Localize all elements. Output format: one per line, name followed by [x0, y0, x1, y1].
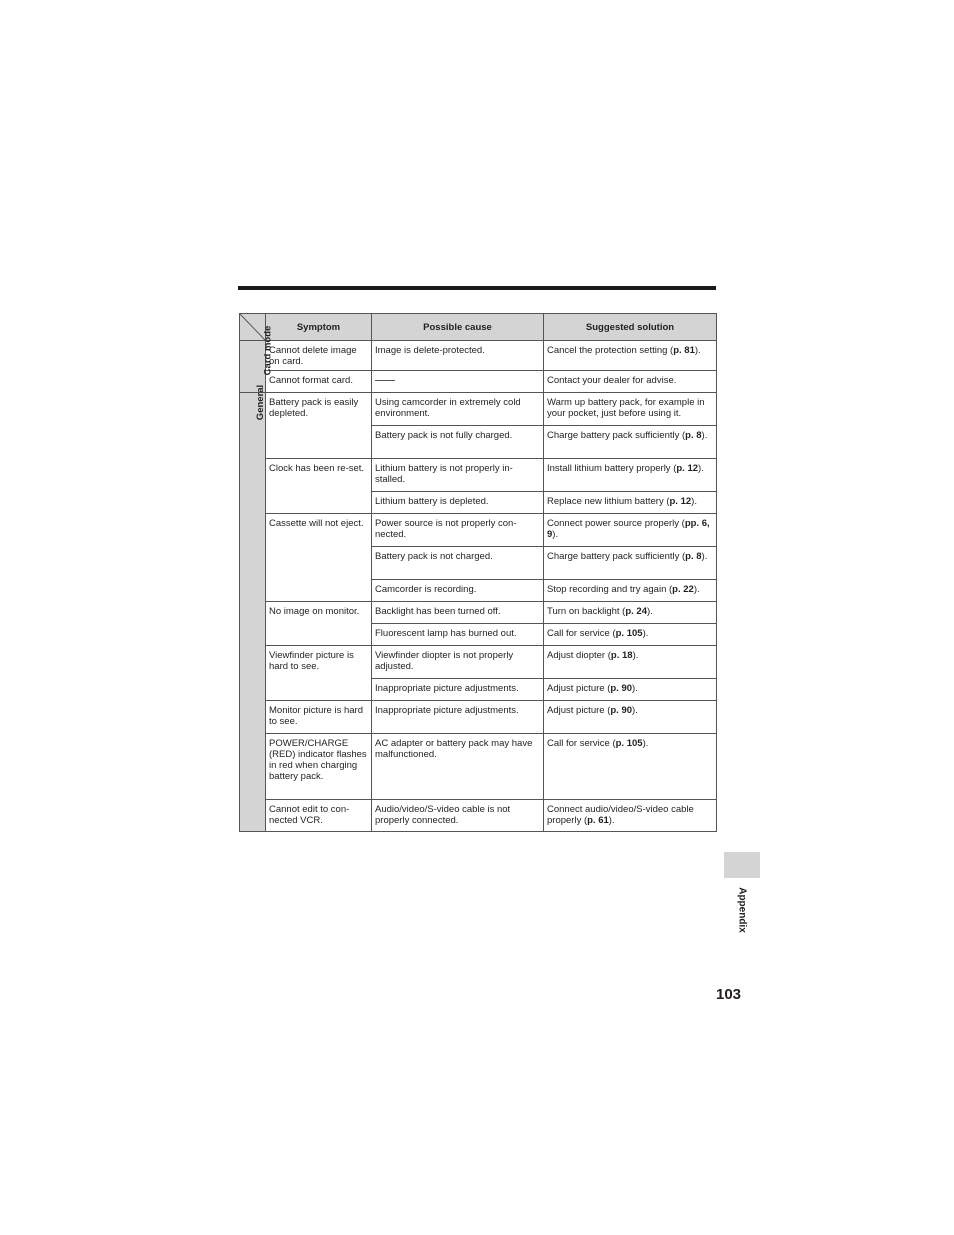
category-general: General: [240, 393, 266, 832]
solution-cell: Warm up battery pack, for example in your pocket, just before using it.: [544, 393, 717, 426]
cause-cell: Lithium battery is not properly in-stalled.: [372, 459, 544, 492]
table-row: [240, 514, 717, 547]
cause-cell: Battery pack is not fully charged.: [372, 426, 544, 459]
cause-cell: Power source is not properly con-nected.: [372, 514, 544, 547]
table-row: [240, 459, 717, 492]
cause-cell: Camcorder is recording.: [372, 580, 544, 602]
cause-cell: Viewfinder diopter is not properly adjusted.: [372, 646, 544, 679]
symptom-cell: Monitor picture is hard to see.: [266, 701, 372, 734]
table-row: [240, 393, 717, 426]
cause-cell: Battery pack is not charged.: [372, 547, 544, 580]
cause-cell-empty: [372, 371, 544, 393]
section-tab: [724, 852, 760, 878]
symptom-cell: Cannot format card.: [266, 371, 372, 393]
cause-cell: Using camcorder in extremely cold environment.: [372, 393, 544, 426]
solution-cell: Charge battery pack sufficiently (p. 8).: [544, 547, 717, 580]
solution-cell: Stop recording and try again (p. 22).: [544, 580, 717, 602]
cause-cell: Fluorescent lamp has burned out.: [372, 624, 544, 646]
dash-mark: [375, 380, 395, 381]
category-card-mode: Card mode: [240, 341, 266, 393]
table-header-row: [240, 314, 717, 341]
table-row: [240, 602, 717, 624]
cause-cell: Inappropriate picture adjustments.: [372, 679, 544, 701]
table-row: [240, 734, 717, 800]
symptom-cell: Viewfinder picture is hard to see.: [266, 646, 372, 701]
cause-cell: Lithium battery is depleted.: [372, 492, 544, 514]
solution-cell: Call for service (p. 105).: [544, 624, 717, 646]
symptom-cell: Clock has been re-set.: [266, 459, 372, 514]
symptom-cell: POWER/CHARGE (RED) indicator flashes in red when charging battery pack.: [266, 734, 372, 800]
symptom-cell: Cannot edit to con-nected VCR.: [266, 800, 372, 832]
table-row: [240, 371, 717, 393]
troubleshooting-table: [239, 313, 717, 832]
table-row: [240, 701, 717, 734]
solution-cell: Charge battery pack sufficiently (p. 8).: [544, 426, 717, 459]
solution-cell: Contact your dealer for advise.: [544, 371, 717, 393]
cause-cell: Inappropriate picture adjustments.: [372, 701, 544, 734]
solution-cell: Connect audio/video/S-video cable properly (p. 61).: [544, 800, 717, 832]
symptom-cell: No image on monitor.: [266, 602, 372, 646]
cause-cell: Backlight has been turned off.: [372, 602, 544, 624]
symptom-cell: Cassette will not eject.: [266, 514, 372, 602]
solution-cell: Adjust picture (p. 90).: [544, 679, 717, 701]
page-number: 103: [716, 986, 742, 1003]
header-rule: [238, 286, 716, 290]
symptom-cell: Battery pack is easily depleted.: [266, 393, 372, 459]
cause-cell: Image is delete-protected.: [372, 341, 544, 371]
solution-cell: Cancel the protection setting (p. 81).: [544, 341, 717, 371]
solution-cell: Install lithium battery properly (p. 12).: [544, 459, 717, 492]
solution-cell: Adjust diopter (p. 18).: [544, 646, 717, 679]
cause-cell: AC adapter or battery pack may have malfunctioned.: [372, 734, 544, 800]
table-row: [240, 341, 717, 371]
solution-cell: Adjust picture (p. 90).: [544, 701, 717, 734]
header-symptom: Symptom: [266, 314, 372, 341]
section-label: Appendix: [736, 887, 748, 933]
cause-cell: Audio/video/S-video cable is not properly connected.: [372, 800, 544, 832]
solution-cell: Connect power source properly (pp. 6, 9).: [544, 514, 717, 547]
symptom-cell: Cannot delete image on card.: [266, 341, 372, 371]
table-row: [240, 646, 717, 679]
header-suggested-solution: Suggested solution: [544, 314, 717, 341]
header-possible-cause: Possible cause: [372, 314, 544, 341]
solution-cell: Replace new lithium battery (p. 12).: [544, 492, 717, 514]
table-row: [240, 800, 717, 832]
solution-cell: Turn on backlight (p. 24).: [544, 602, 717, 624]
solution-cell: Call for service (p. 105).: [544, 734, 717, 800]
